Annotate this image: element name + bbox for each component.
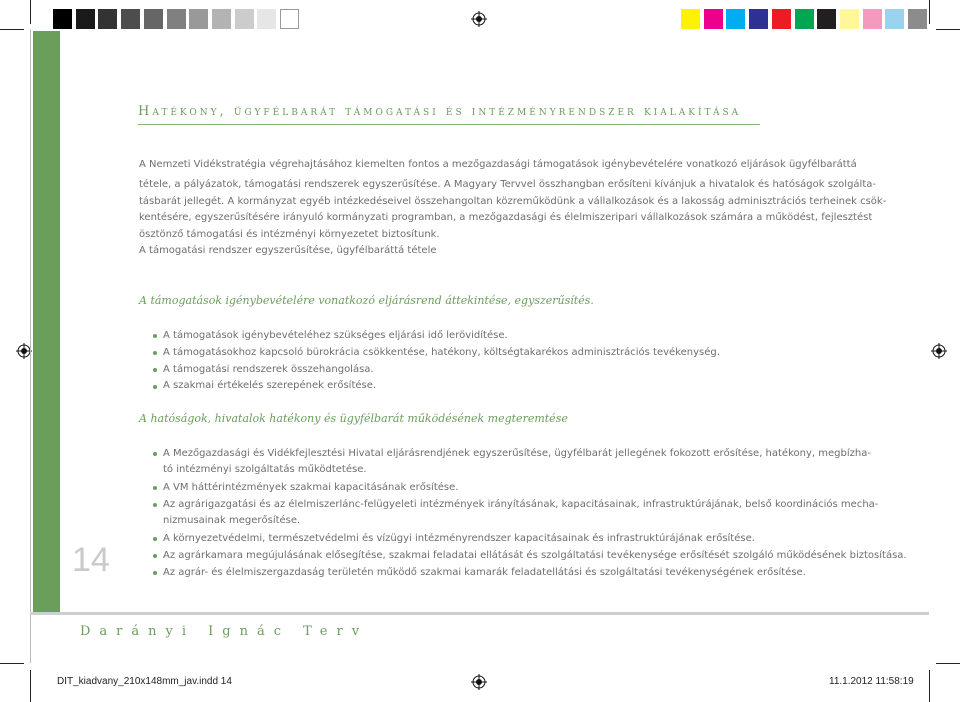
- bullet-marker: [153, 385, 157, 389]
- crop-mark: [929, 0, 930, 24]
- intro-line: tásbarát jellegét. A kormányzat egyéb intézkedéseivel összehangoltan közreműködünk a vállalkozások és a lakosság adminisztrációs terheinek csök-: [139, 196, 887, 207]
- bullet-marker: [153, 452, 157, 456]
- section-title: A támogatások igénybevételére vonatkozó eljárásrend áttekintése, egyszerűsítés.: [139, 294, 594, 307]
- section-title: A hatóságok, hivatalok hatékony és ügyfélbarát működésének megteremtése: [139, 412, 568, 425]
- color-swatch: [76, 9, 95, 29]
- color-swatch: [121, 9, 140, 29]
- list-item: A Mezőgazdasági és Vidékfejlesztési Hivatal eljárásrendjének egyszerűsítése, ügyfélbarát jellegének fokozott erősítése, hatékony, megbízha-: [163, 448, 871, 459]
- color-swatch: [908, 9, 927, 29]
- list-item: Az agrárigazgatási és az élelmiszerlánc-felügyeleti intézmények irányításának, kapacitásainak, infrastruktúrájának, belső koordinációs mecha-: [163, 499, 879, 510]
- page-heading: Hatékony, ügyfélbarát támogatási és intézményrendszer kialakítása: [138, 104, 742, 119]
- color-swatch: [726, 9, 745, 29]
- page-bottom-rule: [30, 612, 929, 615]
- color-swatch: [704, 9, 723, 29]
- bullet-marker: [153, 351, 157, 355]
- crop-mark: [929, 670, 930, 702]
- crop-mark: [30, 670, 31, 702]
- list-item: A támogatásokhoz kapcsoló bürokrácia csökkentése, hatékony, költségtakarékos adminisztrációs tevékenység.: [163, 347, 720, 358]
- color-swatch: [53, 9, 72, 29]
- list-item: A környezetvédelmi, természetvédelmi és vízügyi intézményrendszer kapacitásainak és infrastruktúrájának erősítése.: [163, 533, 755, 544]
- list-item: A támogatások igénybevételéhez szükséges eljárási idő lerövidítése.: [163, 330, 508, 341]
- bullet-marker: [153, 503, 157, 507]
- list-item: A szakmai értékelés szerepének erősítése.: [163, 380, 377, 391]
- crop-mark: [0, 29, 24, 30]
- crop-mark: [936, 29, 960, 30]
- color-swatch: [772, 9, 791, 29]
- bullet-marker: [153, 571, 157, 575]
- footer-title: Darányi Ignác Terv: [80, 624, 369, 639]
- intro-line: tétele, a pályázatok, támogatási rendszerek egyszerűsítése. A Magyary Tervvel összhangban erősíteni kívánjuk a hivatalok és hatóságok szolgálta-: [139, 179, 876, 190]
- bullet-marker: [153, 334, 157, 338]
- bullet-marker: [153, 486, 157, 490]
- registration-mark-icon: [471, 11, 487, 27]
- intro-line: A Nemzeti Vidékstratégia végrehajtásához kiemelten fontos a mezőgazdasági támogatások igénybevételére vonatkozó eljárások ügyfélbaráttá: [139, 159, 857, 170]
- green-side-bar: [33, 31, 60, 612]
- intro-line: kentésére, egyszerűsítésére irányuló kormányzati programban, a mezőgazdasági és élelmiszeripari vállalkozások számára a működést, fejlesztést: [139, 212, 873, 223]
- intro-line: A támogatási rendszer egyszerűsítése, ügyfélbaráttá tétele: [139, 245, 437, 256]
- color-swatch: [98, 9, 117, 29]
- color-swatch: [863, 9, 882, 29]
- file-slug: DIT_kiadvany_210x148mm_jav.indd 14: [57, 676, 232, 687]
- page-number: 14: [72, 541, 110, 579]
- color-swatch: [795, 9, 814, 29]
- list-item: A VM háttérintézmények szakmai kapacitásának erősítése.: [163, 482, 459, 493]
- heading-rule: [138, 124, 760, 125]
- crop-mark: [0, 663, 24, 664]
- bullet-marker: [153, 537, 157, 541]
- color-swatch: [212, 9, 231, 29]
- color-swatch: [280, 9, 299, 29]
- registration-mark-icon: [931, 343, 947, 359]
- color-swatch: [749, 9, 768, 29]
- bullet-marker: [153, 368, 157, 372]
- color-swatch: [257, 9, 276, 29]
- bullet-marker: [153, 554, 157, 558]
- date-slug: 11.1.2012 11:58:19: [829, 676, 914, 687]
- crop-mark: [936, 663, 960, 664]
- list-item: Az agrárkamara megújulásának elősegítése, szakmai feladatai ellátását és szolgáltatási tevékenysége erősítését szolgáló működésének biztosítása.: [163, 550, 907, 561]
- list-item: Az agrár- és élelmiszergazdaság területén működő szakmai kamarák feladatellátási és szolgáltatási tevékenységének erősítése.: [163, 567, 806, 578]
- color-swatch: [189, 9, 208, 29]
- color-swatch: [817, 9, 836, 29]
- list-item: A támogatási rendszerek összehangolása.: [163, 364, 374, 375]
- intro-line: ösztönző támogatási és intézményi környezetet biztosítunk.: [139, 229, 440, 240]
- color-swatch: [885, 9, 904, 29]
- color-swatch: [235, 9, 254, 29]
- color-swatch: [840, 9, 859, 29]
- registration-mark-icon: [471, 674, 487, 690]
- crop-mark: [30, 0, 31, 24]
- color-swatch: [144, 9, 163, 29]
- color-swatch: [681, 9, 700, 29]
- color-swatch: [167, 9, 186, 29]
- list-item-continuation: tó intézményi szolgáltatás működtetése.: [163, 464, 367, 475]
- list-item-continuation: nizmusainak megerősítése.: [163, 515, 301, 526]
